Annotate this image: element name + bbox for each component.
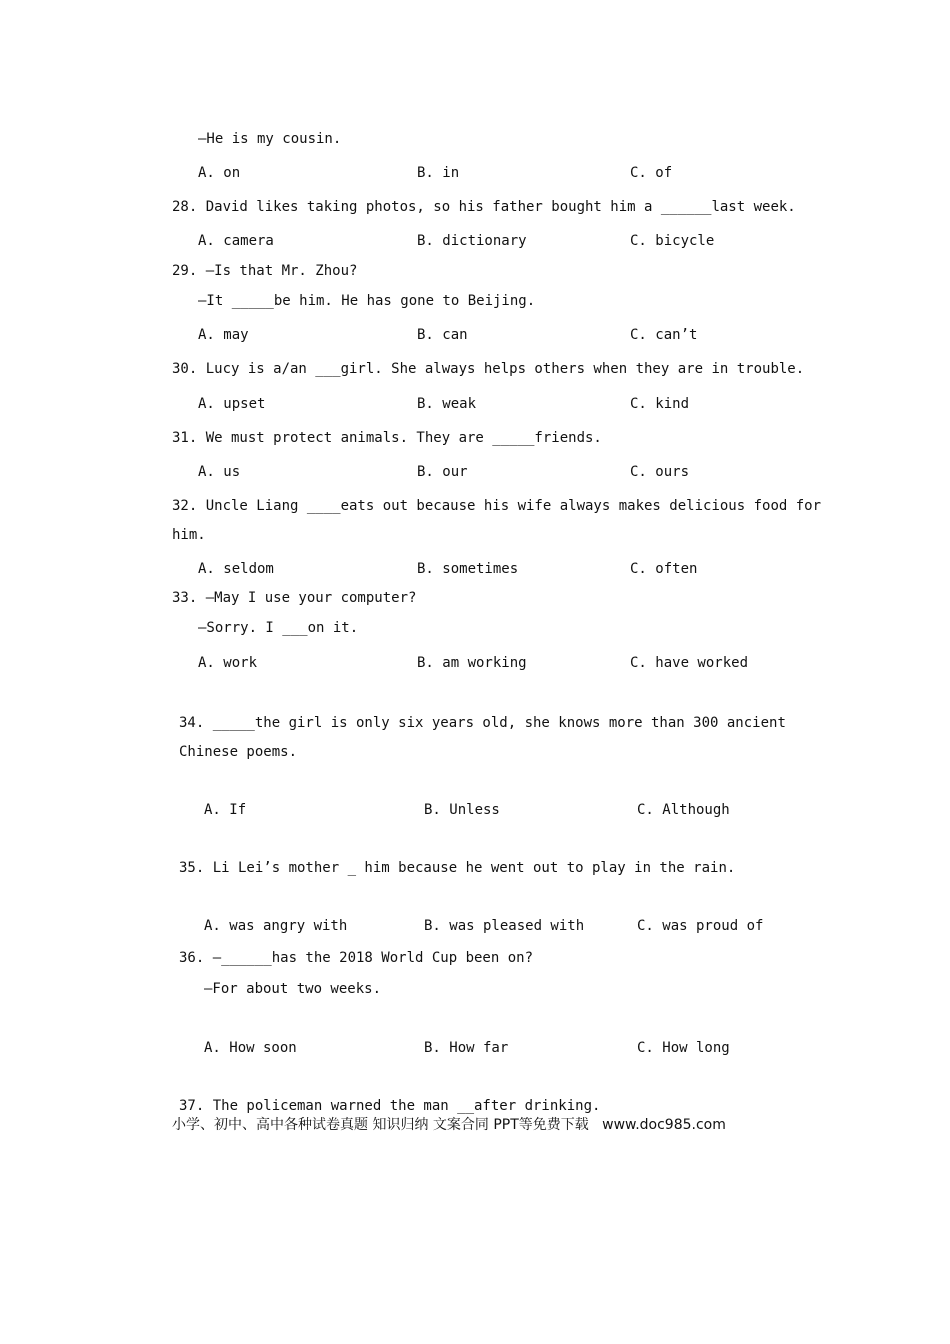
q32-option-a: A. seldom xyxy=(198,561,274,577)
q32-stem-continued: him. xyxy=(172,527,206,543)
q33-option-c: C. have worked xyxy=(630,655,749,671)
q29-option-b: B. can xyxy=(417,327,468,343)
q28-option-c: C. bicycle xyxy=(630,233,715,249)
q27-option-a: A. on xyxy=(198,165,241,181)
q28-option-a: A. camera xyxy=(198,233,274,249)
q33-option-a: A. work xyxy=(198,655,258,671)
q35-option-a: A. was angry with xyxy=(204,918,348,934)
q34-option-a: A. If xyxy=(204,802,247,818)
q32-option-c: C. often xyxy=(630,561,698,577)
q30-option-b: B. weak xyxy=(417,396,477,412)
q35-option-b: B. was pleased with xyxy=(424,918,585,934)
q34-stem-continued: Chinese poems. xyxy=(179,744,298,760)
q28-stem: 28. David likes taking photos, so his father bought him a ______last week. xyxy=(172,199,796,215)
q29-option-c: C. can’t xyxy=(630,327,698,343)
q30-stem: 30. Lucy is a/an ___girl. She always helps others when they are in trouble. xyxy=(172,361,805,377)
page-footer: 小学、初中、高中各种试卷真题 知识归纳 文案合同 PPT等免费下载 www.doc985.com xyxy=(172,1117,726,1133)
q31-stem: 31. We must protect animals. They are _____friends. xyxy=(172,430,602,446)
q36-stem: 36. —______has the 2018 World Cup been on? xyxy=(179,950,534,966)
q27-option-b: B. in xyxy=(417,165,460,181)
q29-option-a: A. may xyxy=(198,327,249,343)
q30-option-a: A. upset xyxy=(198,396,266,412)
q28-option-b: B. dictionary xyxy=(417,233,527,249)
q31-option-b: B. our xyxy=(417,464,468,480)
q36-option-c: C. How long xyxy=(637,1040,730,1056)
q27-answer-line: —He is my cousin. xyxy=(198,131,342,147)
q29-answer-line: —It _____be him. He has gone to Beijing. xyxy=(198,293,536,309)
q33-option-b: B. am working xyxy=(417,655,527,671)
q36-option-a: A. How soon xyxy=(204,1040,297,1056)
q32-option-b: B. sometimes xyxy=(417,561,519,577)
q32-stem: 32. Uncle Liang ____eats out because his wife always makes delicious food for xyxy=(172,498,822,514)
q30-option-c: C. kind xyxy=(630,396,690,412)
q35-stem: 35. Li Lei’s mother _ him because he went out to play in the rain. xyxy=(179,860,736,876)
q33-answer-line: —Sorry. I ___on it. xyxy=(198,620,359,636)
q34-option-c: C. Although xyxy=(637,802,730,818)
q34-option-b: B. Unless xyxy=(424,802,500,818)
q35-option-c: C. was proud of xyxy=(637,918,764,934)
q27-option-c: C. of xyxy=(630,165,673,181)
q36-answer-line: —For about two weeks. xyxy=(204,981,382,997)
q31-option-c: C. ours xyxy=(630,464,690,480)
q34-stem: 34. _____the girl is only six years old, she knows more than 300 ancient xyxy=(179,715,786,731)
q36-option-b: B. How far xyxy=(424,1040,509,1056)
q29-stem: 29. —Is that Mr. Zhou? xyxy=(172,263,358,279)
q37-stem: 37. The policeman warned the man __after drinking. xyxy=(179,1098,601,1114)
q31-option-a: A. us xyxy=(198,464,241,480)
q33-stem: 33. —May I use your computer? xyxy=(172,590,417,606)
